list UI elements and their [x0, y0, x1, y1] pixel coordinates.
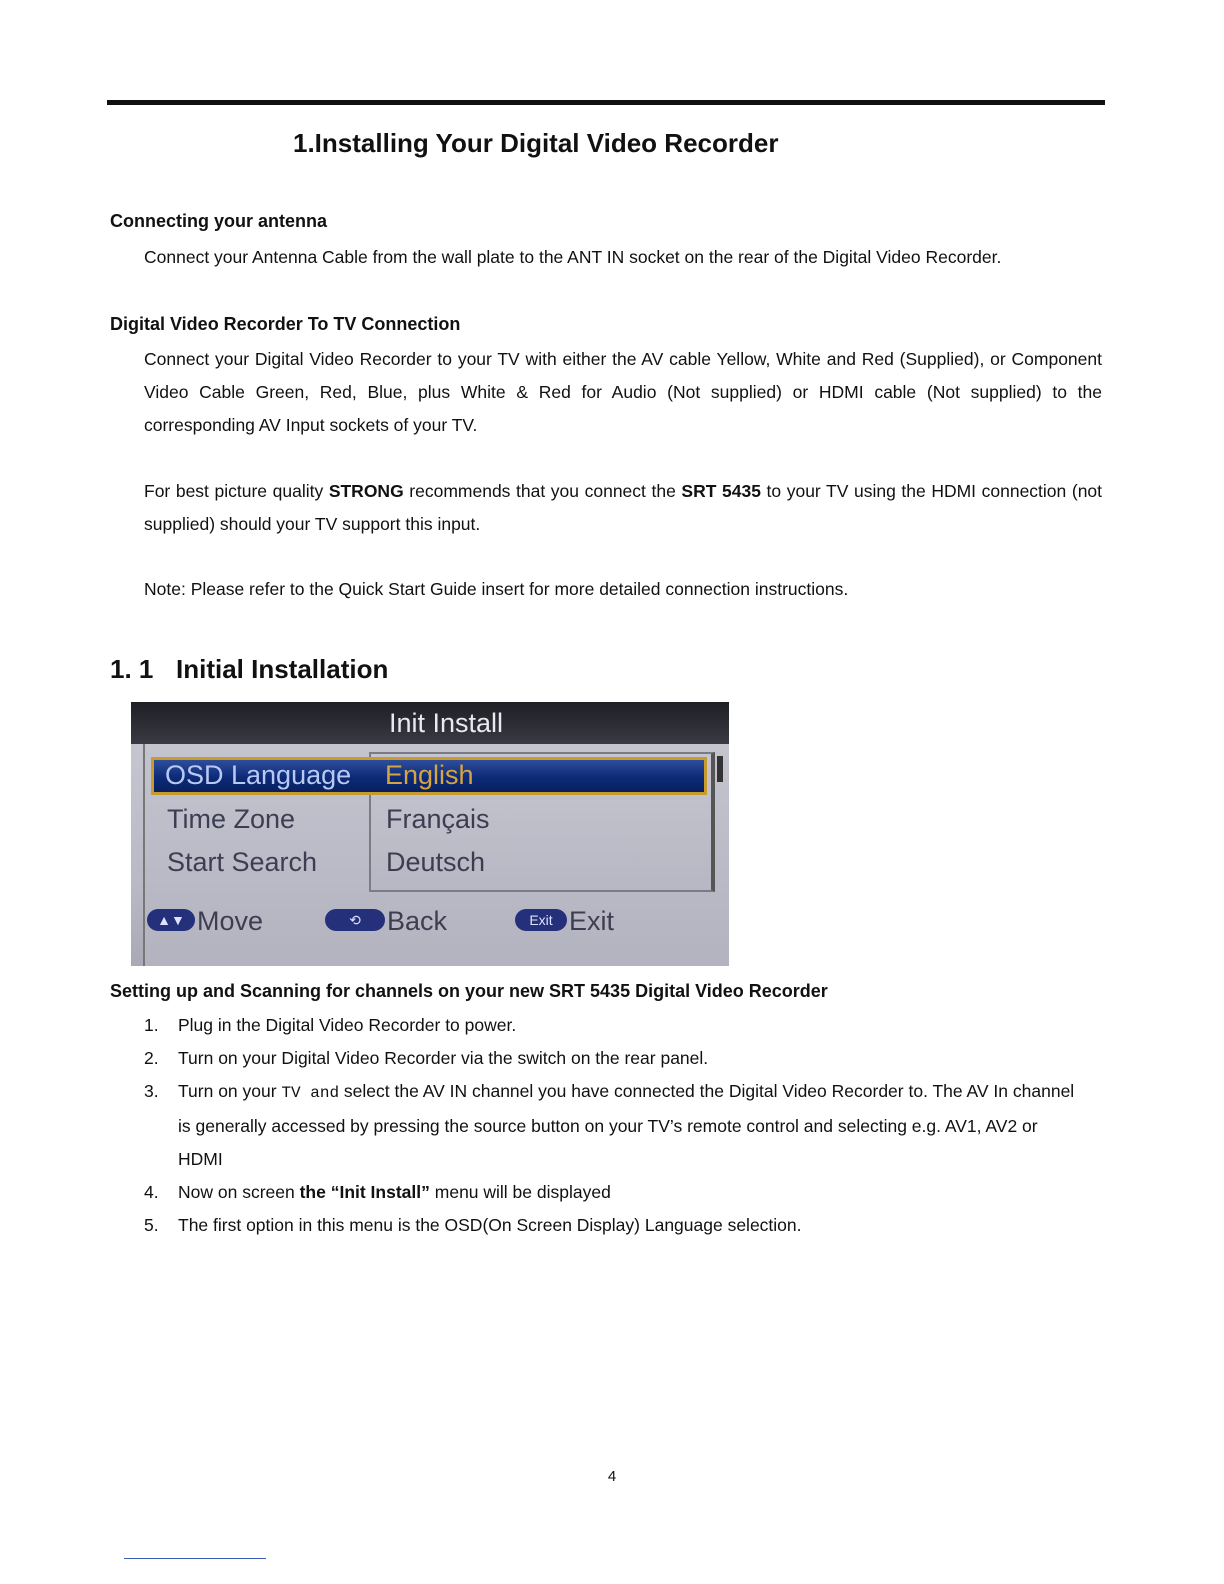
tv-connection-body: Connect your Digital Video Recorder to your TV with either the AV cable Yellow, White and Red (Supplied), or Component Video Cable Green, Red, Blue, plus White & Red for Audio (Not supplied) or HDMI cable (Not supplied) to the corresponding AV Input sockets of your TV.: [144, 349, 1102, 435]
back-key-icon: ⟲: [325, 909, 385, 931]
antenna-body: Connect your Antenna Cable from the wall plate to the ANT IN socket on the rear of the Digital Video Recorder.: [144, 247, 1002, 267]
list-item: 5. The first option in this menu is the OSD(On Screen Display) Language selection.: [144, 1215, 802, 1235]
section-number: 1. 1: [110, 654, 154, 684]
list-item: 1. Plug in the Digital Video Recorder to power.: [144, 1015, 517, 1035]
tv-option-deutsch: Deutsch: [386, 847, 486, 877]
list-item: 4. Now on screen the “Init Install” menu will be displayed: [144, 1182, 611, 1202]
tv-footer-move: ▲▼ Move: [147, 906, 263, 937]
page-number: 4: [607, 1468, 617, 1485]
list-item: 2. Turn on your Digital Video Recorder via the switch on the rear panel.: [144, 1048, 709, 1068]
init-install-screenshot: [131, 702, 729, 966]
exit-key-icon: Exit: [515, 909, 567, 931]
top-rule: [107, 100, 1105, 105]
page-title: 1.Installing Your Digital Video Recorder: [293, 128, 779, 158]
tv-footer-back: ⟲ Back: [325, 906, 447, 937]
tv-footer-exit: Exit Exit: [515, 906, 614, 937]
best-quality-paragraph: For best picture quality STRONG recommends that you connect the SRT 5435 to your TV using the HDMI connection (not supplied) should your TV support this input.: [144, 481, 1103, 534]
tv-option-english: English: [385, 760, 474, 790]
tv-menu-item-time-zone: Time Zone: [167, 804, 296, 834]
brand-name: STRONG: [328, 481, 404, 501]
tv-connection-heading: Digital Video Recorder To TV Connection: [110, 314, 461, 334]
tv-menu-item-start-search: Start Search: [167, 847, 318, 877]
section-heading: [110, 654, 388, 685]
setup-steps-list: [144, 1009, 1084, 1242]
model-name: SRT 5435: [681, 481, 761, 501]
arrow-keys-icon: ▲▼: [147, 909, 195, 931]
tv-menu-title: Init Install: [389, 708, 504, 738]
footer-rule: [124, 1558, 266, 1559]
section-title: Initial Installation: [176, 654, 389, 684]
tv-menu-item-osd-language: OSD Language: [165, 760, 352, 790]
tv-scrollbar: [717, 756, 723, 782]
tv-option-francais: Français: [386, 804, 490, 834]
note-paragraph: Note: Please refer to the Quick Start Guide insert for more detailed connection instructions.: [144, 579, 849, 599]
antenna-heading: Connecting your antenna: [110, 211, 328, 231]
setup-heading: Setting up and Scanning for channels on your new SRT 5435 Digital Video Recorder: [110, 981, 828, 1001]
list-item: 3. Turn on your TV and select the AV IN channel you have connected the Digital Video Recorder to. The AV In channel is generally accessed by pressing the source button on your TV’s remote control and selecting e.g. AV1, AV2 or HDMI: [144, 1081, 1075, 1169]
